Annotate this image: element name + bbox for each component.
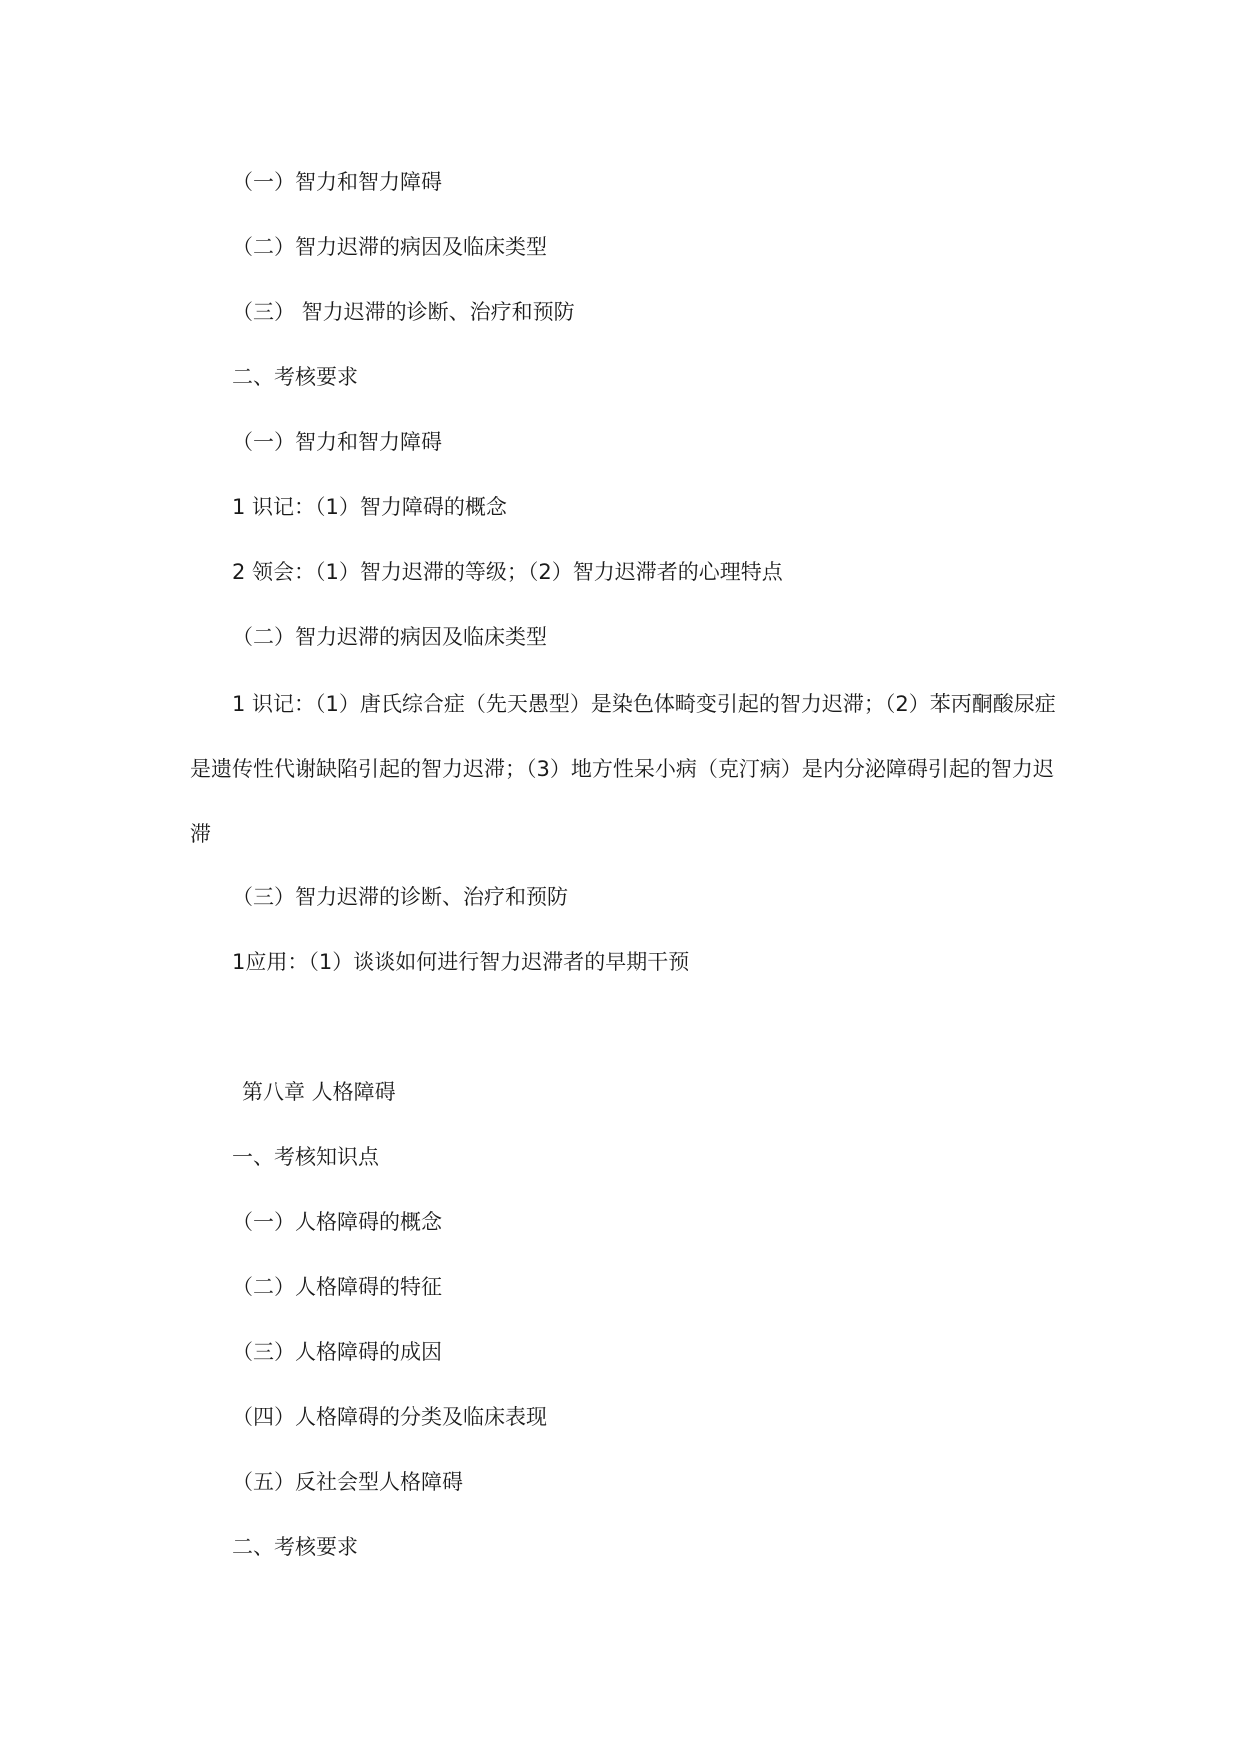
text-line: 1 识记：（1）智力障碍的概念 [232,495,507,519]
section-heading: 二、考核要求 [232,365,358,389]
text-line: （五）反社会型人格障碍 [232,1470,463,1494]
section-heading: 一、考核知识点 [232,1145,379,1169]
text-line: 1应用：（1）谈谈如何进行智力迟滞者的早期干预 [232,950,690,974]
text-line: （三） 智力迟滞的诊断、治疗和预防 [232,300,575,324]
text-line: （四）人格障碍的分类及临床表现 [232,1405,547,1429]
text-line: （一）人格障碍的概念 [232,1210,442,1234]
text-line: 2 领会：（1）智力迟滞的等级；（2）智力迟滞者的心理特点 [232,560,783,584]
text-line: （三）智力迟滞的诊断、治疗和预防 [232,885,568,909]
section-heading: 二、考核要求 [232,1535,358,1559]
text-line: （二）智力迟滞的病因及临床类型 [232,235,547,259]
text-line: （一）智力和智力障碍 [232,430,442,454]
text-line: （三）人格障碍的成因 [232,1340,442,1364]
chapter-title: 第八章 人格障碍 [242,1080,396,1104]
text-line: （一）智力和智力障碍 [232,170,442,194]
text-line: （二）智力迟滞的病因及临床类型 [232,625,547,649]
paragraph: 1 识记：（1）唐氏综合症（先天愚型）是染色体畸变引起的智力迟滞；（2）苯丙酮酸尿症是遗传性代谢缺陷引起的智力迟滞；（3）地方性呆小病（克汀病）是内分泌障碍引起的智力迟滞 [190,692,1056,846]
text-line: （二）人格障碍的特征 [232,1275,442,1299]
